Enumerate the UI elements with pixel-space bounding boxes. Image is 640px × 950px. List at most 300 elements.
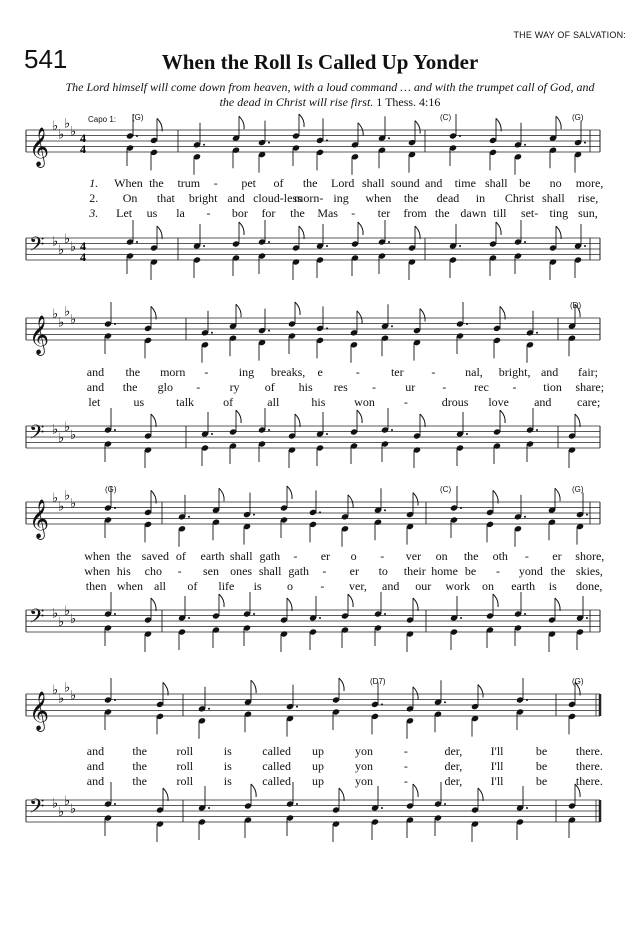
lyric-syllable: and (86, 365, 105, 379)
note-flag (339, 788, 344, 801)
lyric-syllable: of (175, 549, 186, 563)
lyric-syllable: won (354, 395, 375, 409)
note-dot (319, 617, 321, 619)
note-dot (326, 139, 328, 141)
note-dot (384, 613, 386, 615)
lyric-syllable: there. (575, 744, 603, 758)
note-flag (348, 594, 353, 607)
note-dot (444, 701, 446, 703)
bass-clef: 𝄢 (29, 794, 45, 823)
lyric-syllable: shall (229, 549, 253, 563)
note-dot (526, 699, 528, 701)
note-flag (413, 784, 418, 797)
note-flag (295, 414, 300, 427)
section-label: THE WAY OF SALVATION: (513, 30, 626, 40)
chord-symbol: (D7) (370, 677, 386, 686)
note-dot (114, 803, 116, 805)
lyric-syllable: - (403, 395, 408, 409)
note-flag (299, 114, 304, 127)
note-dot (326, 433, 328, 435)
key-flat: ♭ (64, 603, 71, 619)
lyric-syllable: - (371, 380, 376, 394)
lyric-syllable: der, (444, 774, 463, 788)
lyric-syllable: and (86, 380, 105, 394)
lyric-syllable: be (519, 176, 531, 190)
key-flat: ♭ (70, 428, 77, 443)
note-dot (211, 433, 213, 435)
lyric-syllable: their (403, 564, 426, 578)
lyric-syllable: glo (157, 380, 174, 394)
lyric-syllable: there. (575, 774, 603, 788)
lyric-syllable: - (322, 564, 327, 578)
lyric-syllable: yon (354, 744, 373, 758)
lyric-syllable: the (132, 774, 147, 788)
lyric-syllable: - (403, 744, 408, 758)
note-dot (536, 332, 538, 334)
lyric-syllable: - (442, 380, 447, 394)
lyric-syllable: - (177, 564, 182, 578)
lyric-syllable: all (267, 395, 280, 409)
lyric-syllable: Let (116, 206, 133, 220)
lyric-syllable: and (86, 759, 105, 773)
lyric-syllable: 1. (89, 176, 99, 190)
lyric-syllable: - (196, 380, 201, 394)
note-flag (151, 598, 156, 611)
lyric-syllable: our (415, 579, 432, 593)
lyric-syllable: yon (354, 759, 373, 773)
note-flag (157, 226, 162, 239)
lyric-syllable: the (403, 191, 419, 205)
note-dot (459, 135, 461, 137)
lyric-syllable: till (493, 206, 507, 220)
key-flat: ♭ (52, 119, 59, 134)
lyric-syllable: is (253, 579, 262, 593)
lyric-syllable: bor (231, 206, 248, 220)
lyric-syllable: on (481, 579, 494, 593)
key-flat: ♭ (58, 315, 65, 331)
note-flag (358, 222, 363, 235)
note-dot (460, 507, 462, 509)
note-dot (524, 613, 526, 615)
lyric-syllable: work (445, 579, 471, 593)
note-dot (388, 137, 390, 139)
note-flag (357, 410, 362, 423)
lyric-syllable: skies, (575, 564, 603, 578)
lyric-syllable: roll (176, 759, 194, 773)
note-flag (287, 486, 292, 499)
lyric-syllable: ing (238, 365, 255, 379)
note-dot (253, 613, 255, 615)
lyric-syllable: done, (576, 579, 603, 593)
note-flag (219, 488, 224, 501)
lyric-syllable: shall (361, 176, 385, 190)
lyric-syllable: set- (520, 206, 539, 220)
lyric-syllable: be (535, 744, 548, 758)
lyric-syllable: - (431, 365, 436, 379)
lyric-syllable: I'll (490, 759, 504, 773)
note-dot (188, 617, 190, 619)
lyric-syllable: e (317, 365, 323, 379)
note-flag (348, 495, 353, 508)
lyric-syllable: 3. (89, 206, 99, 220)
lyric-syllable: of (223, 395, 234, 409)
lyric-syllable: pet (241, 176, 257, 190)
lyric-syllable: the (290, 206, 305, 220)
lyric-syllable: talk (176, 395, 195, 409)
lyric-syllable: 2. (89, 191, 99, 205)
lyric-syllable: bright (188, 191, 218, 205)
note-dot (586, 514, 588, 516)
note-dot (268, 142, 270, 144)
note-flag (219, 594, 224, 607)
lyric-syllable: - (213, 176, 218, 190)
lyric-syllable: o (350, 549, 357, 563)
chord-symbol: (G) (572, 677, 584, 686)
note-flag (496, 222, 501, 235)
bass-clef: 𝄢 (29, 420, 45, 449)
lyric-syllable: Mas (317, 206, 338, 220)
lyric-syllable: - (206, 206, 211, 220)
lyric-syllable: is (223, 744, 232, 758)
lyric-syllable: the (116, 549, 132, 563)
note-dot (444, 803, 446, 805)
hymn-title: When the Roll Is Called Up Yonder (161, 50, 479, 74)
lyric-syllable: I'll (490, 744, 504, 758)
lyric-syllable: called (262, 744, 291, 758)
lyric-syllable: that (156, 191, 175, 205)
key-flat: ♭ (64, 680, 71, 696)
lyric-syllable: shore, (575, 549, 605, 563)
note-dot (296, 706, 298, 708)
lyric-syllable: when (84, 564, 111, 578)
note-dot (536, 429, 538, 431)
note-dot (388, 241, 390, 243)
note-dot (319, 511, 321, 513)
lyric-syllable: shall (258, 564, 282, 578)
lyric-syllable: ver (405, 549, 422, 563)
lyric-syllable: dawn (460, 206, 487, 220)
note-flag (251, 784, 256, 797)
note-dot (466, 323, 468, 325)
note-dot (268, 330, 270, 332)
lyric-syllable: earth (200, 549, 225, 563)
time-signature: 4 (80, 131, 86, 145)
lyric-syllable: on (435, 549, 448, 563)
lyric-syllable: er (349, 564, 359, 578)
note-flag (239, 116, 244, 129)
key-flat: ♭ (58, 691, 65, 707)
note-dot (208, 708, 210, 710)
lyric-syllable: morn (160, 365, 186, 379)
note-dot (391, 429, 393, 431)
key-flat: ♭ (52, 307, 59, 322)
key-flat: ♭ (64, 488, 71, 504)
note-flag (413, 687, 418, 700)
key-flat: ♭ (64, 116, 71, 132)
lyric-syllable: roll (176, 774, 194, 788)
lyric-syllable: the (132, 744, 147, 758)
key-flat: ♭ (70, 612, 77, 627)
lyric-syllable: - (380, 549, 385, 563)
lyric-syllable: I'll (490, 774, 504, 788)
time-signature: 4 (80, 239, 86, 253)
key-flat: ♭ (64, 304, 71, 320)
hymn-number: 541 (24, 44, 68, 74)
lyric-syllable: - (403, 774, 408, 788)
key-flat: ♭ (64, 419, 71, 435)
lyric-syllable: shall (484, 176, 508, 190)
key-flat: ♭ (70, 802, 77, 817)
chord-symbol: (G) (572, 113, 584, 122)
note-flag (163, 788, 168, 801)
lyric-syllable: rise, (577, 191, 599, 205)
note-dot (326, 327, 328, 329)
lyric-syllable: the (149, 176, 164, 190)
key-flat: ♭ (52, 606, 59, 622)
lyric-syllable: to (378, 564, 388, 578)
lyric-syllable: of (264, 380, 275, 394)
note-dot (268, 429, 270, 431)
note-flag (239, 222, 244, 235)
lyric-syllable: and (425, 176, 443, 190)
lyric-syllable: res (333, 380, 348, 394)
lyric-syllable: his (311, 395, 326, 409)
lyric-syllable: time (454, 176, 476, 190)
note-flag (299, 226, 304, 239)
note-dot (208, 807, 210, 809)
note-flag (500, 410, 505, 423)
lyric-syllable: and (381, 579, 400, 593)
lyric-syllable: sen (202, 564, 219, 578)
lyric-syllable: shall (542, 191, 565, 205)
key-flat: ♭ (70, 240, 77, 255)
note-dot (584, 245, 586, 247)
lyric-syllable: er (320, 549, 331, 563)
note-dot (584, 142, 586, 144)
note-flag (157, 118, 162, 131)
key-flat: ♭ (70, 124, 77, 140)
chord-symbol: (G) (132, 113, 144, 122)
lyric-syllable: then (85, 579, 107, 593)
lyric-syllable: and (534, 395, 552, 409)
treble-clef: 𝄞 (29, 315, 50, 355)
lyric-syllable: o (286, 579, 293, 593)
key-flat: ♭ (52, 683, 59, 698)
lyric-syllable: home (431, 564, 458, 578)
lyric-syllable: be (464, 564, 477, 578)
lyric-syllable: ur (405, 380, 416, 394)
lyric-syllable: the (463, 549, 479, 563)
lyric-syllable: morn- (294, 191, 324, 205)
lyric-syllable: fair; (578, 365, 598, 379)
lyric-syllable: drous (441, 395, 469, 409)
lyric-syllable: us (146, 206, 158, 220)
lyric-syllable: bright, (498, 365, 531, 379)
key-flat: ♭ (64, 793, 71, 809)
note-dot (524, 516, 526, 518)
key-flat: ♭ (52, 796, 59, 812)
lyric-syllable: share; (575, 380, 605, 394)
key-flat: ♭ (58, 127, 65, 143)
lyric-syllable: gath (259, 549, 281, 563)
note-flag (413, 598, 418, 611)
lyric-syllable: On (122, 191, 138, 205)
chord-symbol: (G) (105, 485, 117, 494)
note-dot (253, 514, 255, 516)
note-flag (251, 680, 256, 693)
lyric-syllable: in (475, 191, 486, 205)
lyric-syllable: - (403, 759, 408, 773)
note-dot (114, 699, 116, 701)
note-flag (420, 309, 425, 322)
note-flag (493, 490, 498, 503)
note-dot (136, 135, 138, 137)
lyric-syllable: Christ (504, 191, 535, 205)
lyric-syllable: der, (444, 759, 463, 773)
lyric-syllable: ing (333, 191, 349, 205)
note-flag (478, 788, 483, 801)
lyric-syllable: sound (390, 176, 420, 190)
note-flag (151, 306, 156, 319)
bass-clef: 𝄢 (29, 232, 45, 261)
lyric-syllable: - (320, 579, 325, 593)
lyric-syllable: er (552, 549, 562, 563)
note-dot (114, 323, 116, 325)
lyric-syllable: is (548, 579, 557, 593)
lyric-syllable: oth (492, 549, 508, 563)
lyric-syllable: the (434, 206, 450, 220)
note-flag (413, 493, 418, 506)
lyric-syllable: trum (177, 176, 201, 190)
lyric-syllable: ting (549, 206, 569, 220)
key-flat: ♭ (58, 804, 65, 820)
note-dot (326, 245, 328, 247)
note-dot (211, 332, 213, 334)
lyric-syllable: the (550, 564, 566, 578)
treble-clef: 𝄞 (29, 499, 50, 539)
lyric-syllable: and (86, 774, 105, 788)
note-dot (114, 613, 116, 615)
note-dot (203, 144, 205, 146)
note-flag (236, 410, 241, 423)
scripture-reference: 1 Thess. 4:16 (376, 95, 441, 109)
lyric-syllable: when (116, 579, 143, 593)
lyric-syllable: the (125, 365, 141, 379)
note-dot (460, 617, 462, 619)
lyric-syllable: of (187, 579, 198, 593)
lyric-syllable: when (365, 191, 392, 205)
key-flat: ♭ (58, 242, 65, 258)
lyric-syllable: more, (575, 176, 604, 190)
lyric-syllable: the (122, 380, 138, 394)
note-flag (358, 123, 363, 136)
note-flag (555, 488, 560, 501)
lyric-syllable: is (223, 774, 232, 788)
lyric-syllable: from (403, 206, 427, 220)
lyric-syllable: yond (518, 564, 543, 578)
key-flat: ♭ (52, 234, 59, 250)
lyric-syllable: up (312, 774, 325, 788)
treble-clef: 𝄞 (29, 127, 50, 167)
lyric-syllable: der, (444, 744, 463, 758)
note-dot (203, 245, 205, 247)
lyric-syllable: the (302, 176, 318, 190)
note-dot (296, 803, 298, 805)
note-flag (493, 594, 498, 607)
lyric-syllable: no (549, 176, 562, 190)
lyric-syllable: is (223, 759, 232, 773)
lyric-syllable: cloud-less (253, 191, 302, 205)
note-dot (114, 429, 116, 431)
lyric-syllable: breaks, (270, 365, 306, 379)
lyric-syllable: all (153, 579, 166, 593)
lyric-syllable: let (88, 395, 101, 409)
capo-label: Capo 1: (88, 115, 117, 124)
time-signature: 4 (80, 142, 86, 156)
lyric-syllable: be (535, 774, 548, 788)
note-flag (287, 598, 292, 611)
note-flag (556, 116, 561, 129)
lyric-syllable: ry (229, 380, 240, 394)
note-dot (384, 509, 386, 511)
lyric-syllable: called (262, 759, 291, 773)
lyric-syllable: - (524, 549, 529, 563)
lyric-syllable: there. (575, 759, 603, 773)
lyric-syllable: earth (511, 579, 536, 593)
chord-symbol: (C) (440, 485, 452, 494)
note-dot (114, 507, 116, 509)
note-dot (526, 807, 528, 809)
note-flag (575, 414, 580, 427)
lyric-syllable: his (116, 564, 131, 578)
lyric-syllable: and (227, 191, 245, 205)
lyric-syllable: care; (577, 395, 601, 409)
lyric-syllable: be (535, 759, 548, 773)
note-flag (420, 414, 425, 427)
lyric-syllable: - (512, 380, 517, 394)
lyric-syllable: dead (436, 191, 460, 205)
lyric-syllable: and (540, 365, 559, 379)
lyric-syllable: the (132, 759, 147, 773)
lyric-syllable: sun, (578, 206, 598, 220)
lyric-syllable: - (204, 365, 209, 379)
lyric-syllable: roll (176, 744, 194, 758)
lyric-syllable: up (312, 744, 325, 758)
note-dot (459, 245, 461, 247)
key-flat: ♭ (70, 688, 77, 704)
lyric-syllable: cho (144, 564, 163, 578)
note-flag (151, 414, 156, 427)
note-flag (556, 226, 561, 239)
key-flat: ♭ (52, 422, 59, 438)
lyric-syllable: called (262, 774, 291, 788)
lyric-syllable: - (355, 365, 360, 379)
note-flag (295, 302, 300, 315)
time-signature: 4 (80, 250, 86, 264)
note-dot (524, 144, 526, 146)
treble-clef: 𝄞 (29, 691, 50, 731)
lyric-syllable: gath (288, 564, 310, 578)
lyric-syllable: la (176, 206, 185, 220)
note-dot (381, 703, 383, 705)
lyric-syllable: up (312, 759, 325, 773)
note-flag (478, 685, 483, 698)
lyric-syllable: ter (390, 365, 404, 379)
lyric-syllable: when (84, 549, 111, 563)
lyric-syllable: ones (230, 564, 253, 578)
note-dot (268, 241, 270, 243)
bass-clef: 𝄢 (29, 604, 45, 633)
